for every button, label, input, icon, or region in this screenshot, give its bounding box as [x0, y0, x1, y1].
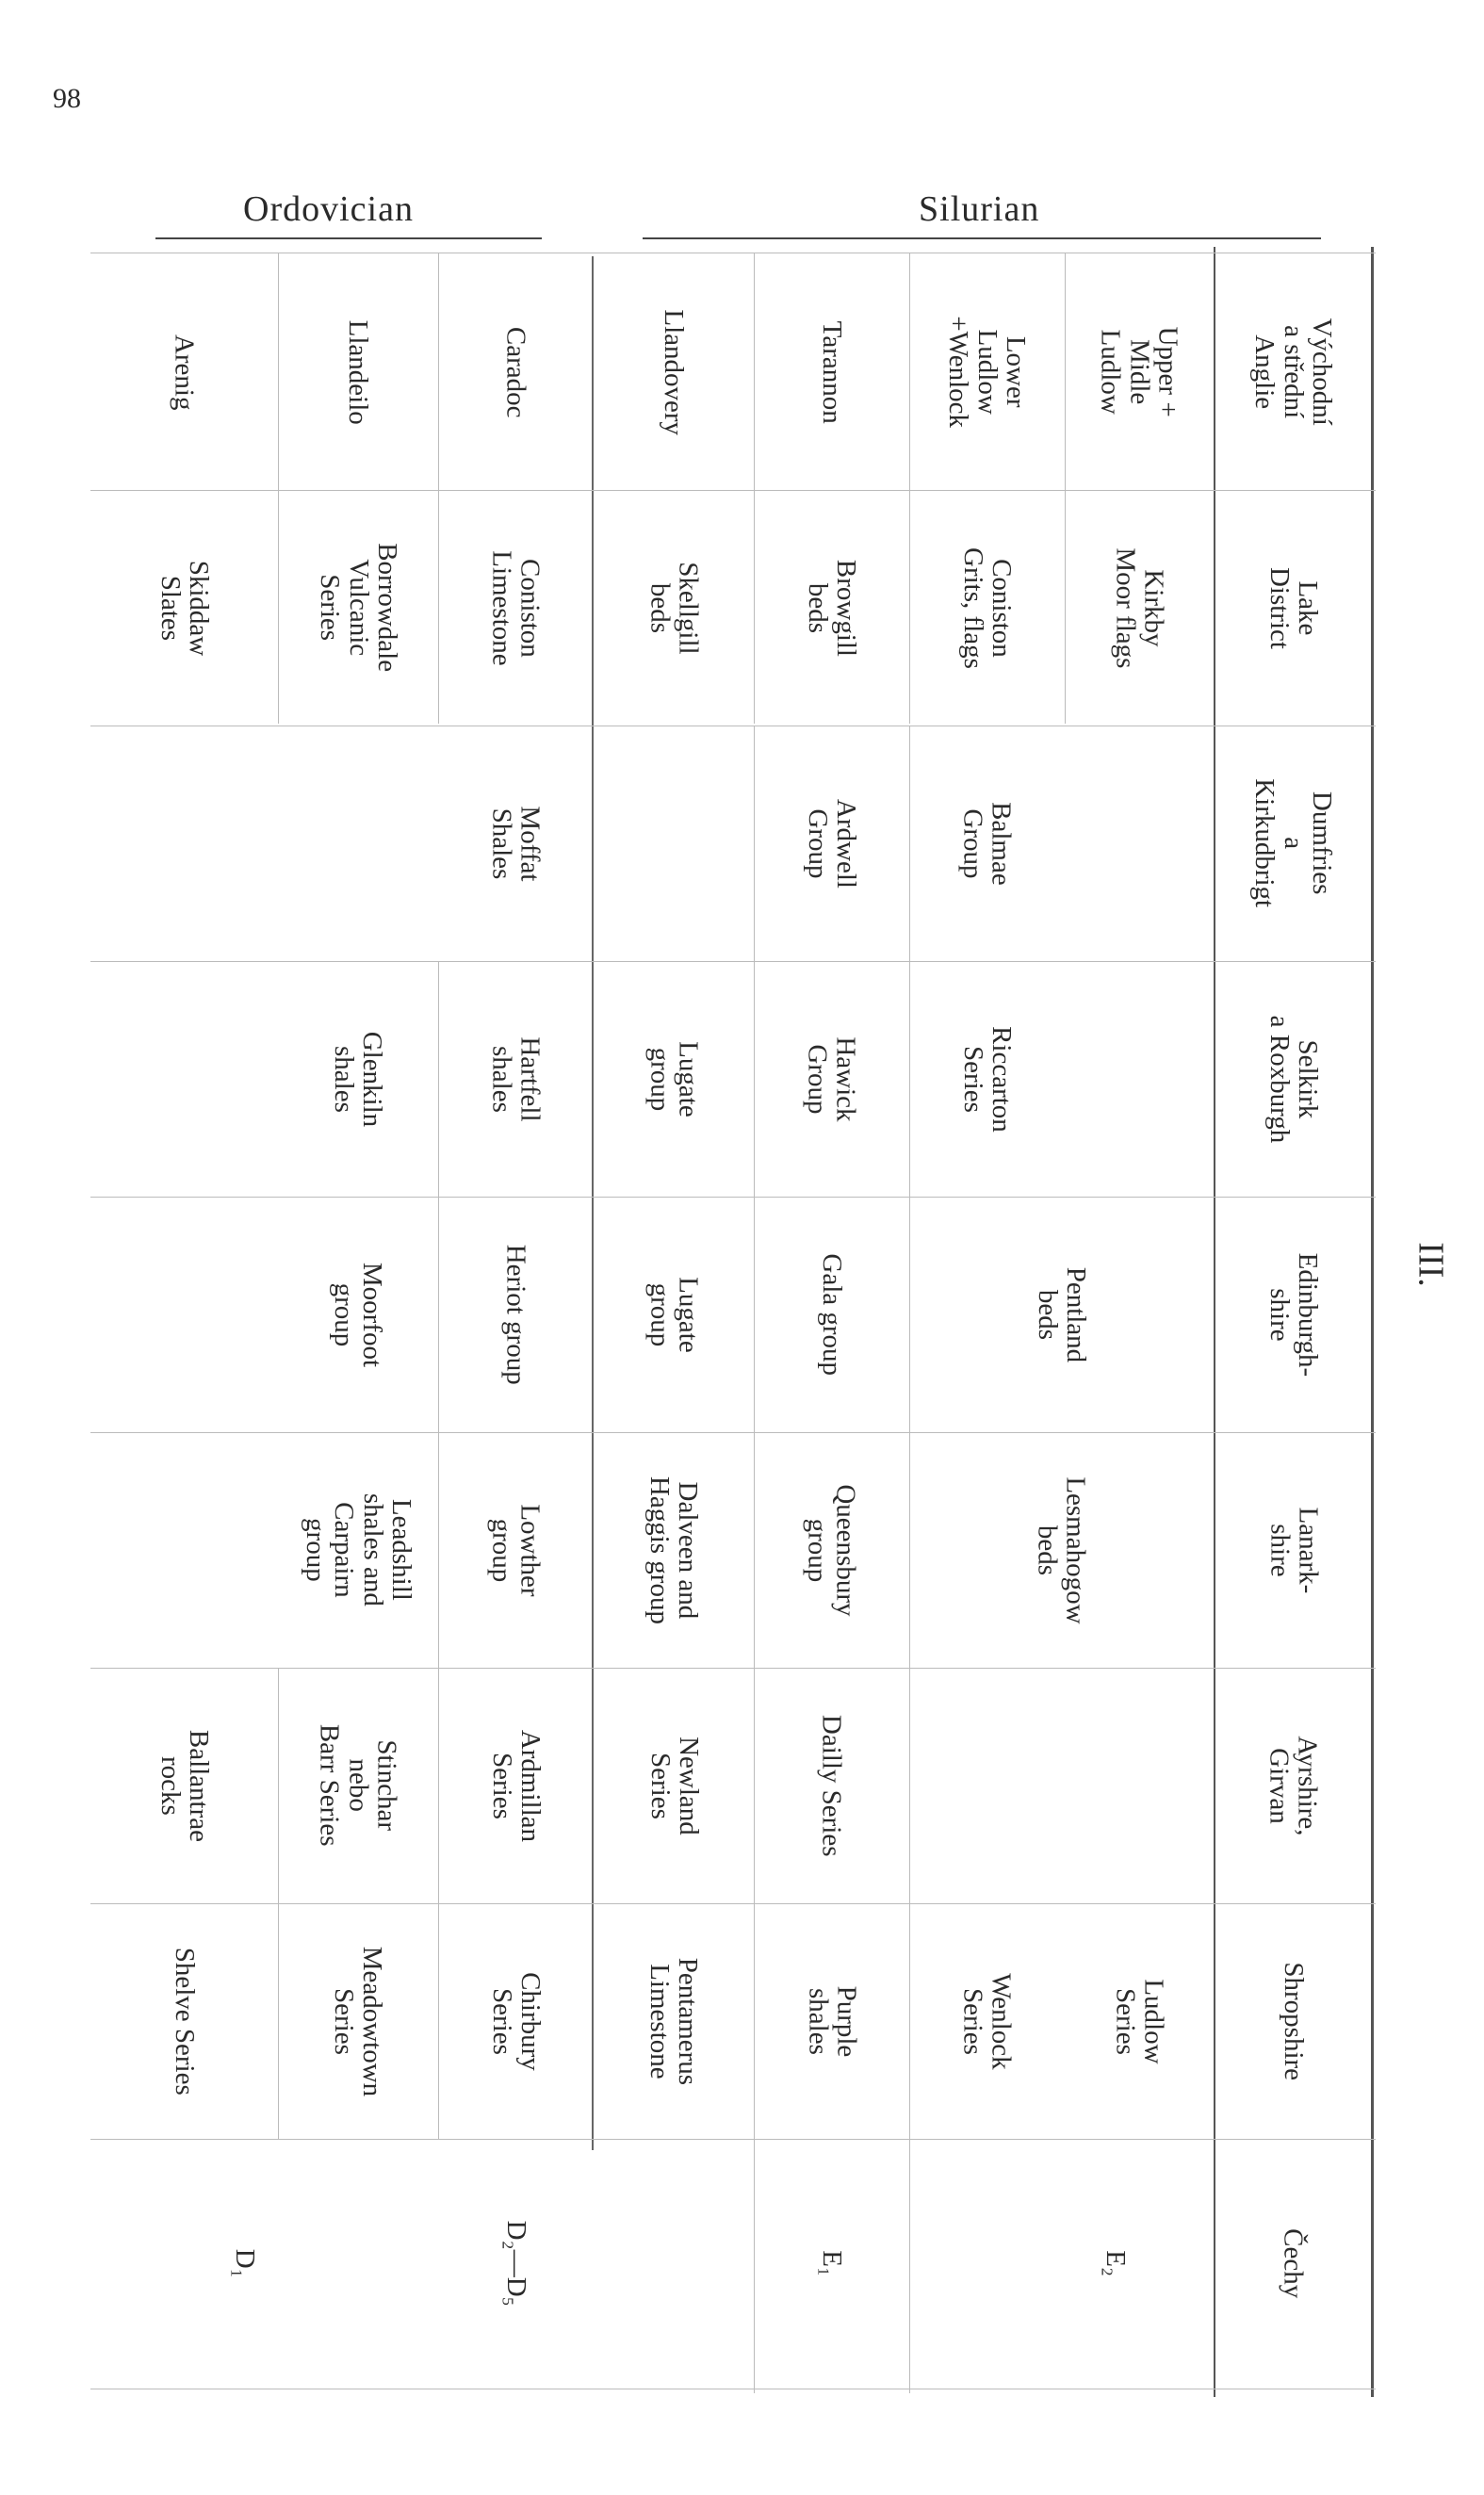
- table-cell: Gala group: [816, 1253, 847, 1376]
- column-header: Čechy: [1278, 2228, 1309, 2299]
- table-cell: Skiddaw Slates: [155, 560, 214, 656]
- column-header: Edinburgh- shire: [1264, 1252, 1323, 1377]
- table-cell: Coniston Grits, flags: [957, 546, 1017, 669]
- table-cell: D₂—D₅: [500, 2220, 531, 2307]
- table-cell: Hartfell shales: [486, 1036, 546, 1122]
- table-cell: Riccarton Series: [957, 1025, 1017, 1133]
- table-cell: Chirbury Series: [486, 1971, 546, 2071]
- table-cell: E₂: [1101, 2250, 1132, 2277]
- table-cell: Lesmahogow beds: [1032, 1476, 1091, 1624]
- table-cell: Stinchar nebo Barr Series: [314, 1724, 402, 1847]
- table-cell: Lower Ludlow +Wenlock: [943, 316, 1032, 429]
- table-cell: Queensbury group: [802, 1483, 861, 1617]
- table-number: III.: [1411, 1242, 1451, 1287]
- table-cell: Hawick Group: [802, 1036, 861, 1122]
- column-header: Dumfries a Kirkudbrigt: [1249, 778, 1338, 908]
- table-cell: Ardwell Group: [802, 798, 861, 889]
- table-cell: Llandeilo: [343, 319, 374, 425]
- table-cell: Lugate group: [644, 1276, 704, 1353]
- column-header: Lake District: [1264, 566, 1323, 649]
- table-cell: Borrowdale Vulcanic Series: [314, 543, 402, 673]
- table-cell: Glenkiln shales: [329, 1031, 388, 1127]
- table-cell: Purple shales: [802, 1985, 861, 2057]
- table-cell: Caradoc: [500, 326, 531, 418]
- table-cell: Moorfoot group: [328, 1262, 388, 1367]
- table-cell: Balmae Group: [957, 801, 1017, 886]
- table-cell: E₁: [816, 2250, 847, 2277]
- table-cell: Ballantrae rocks: [155, 1729, 214, 1842]
- column-header: Shropshire: [1278, 1962, 1309, 2080]
- table-cell: Newland Series: [644, 1736, 704, 1835]
- table-cell: Skellgill beds: [644, 561, 704, 655]
- table-cell: Pentland beds: [1032, 1266, 1091, 1362]
- page-number: 98: [53, 83, 81, 114]
- column-header: Východní a střední Anglie: [1249, 318, 1338, 427]
- table-cell: Ardmillan Series: [486, 1729, 546, 1842]
- table-cell: Shelve Series: [169, 1947, 200, 2095]
- ordovician-brace: [155, 237, 542, 239]
- table-cell: Kirkby Moor flags: [1109, 546, 1169, 669]
- column-header: Lanark- shire: [1264, 1507, 1323, 1593]
- table-cell: Lugate group: [644, 1040, 704, 1117]
- table-cell: Coniston Limestone: [486, 549, 546, 666]
- table-cell: Llandovery: [659, 309, 690, 435]
- table-cell: Moffat Shales: [486, 805, 546, 882]
- column-header: Selkirk a Roxburgh: [1264, 1015, 1323, 1143]
- table-cell: Meadowtown Series: [328, 1946, 388, 2096]
- table-cell: Wenlock Series: [957, 1972, 1017, 2070]
- table-cell: Upper + Midle Ludlow: [1095, 326, 1183, 418]
- silurian-brace: [643, 237, 1321, 239]
- column-header: Ayrshire, Girvan: [1264, 1735, 1323, 1836]
- table-cell: Dalveen and Haggis group: [644, 1476, 704, 1624]
- table-cell: Pentamerus Limestone: [644, 1957, 704, 2085]
- right-border: [1371, 247, 1374, 2397]
- table-cell: Browgill beds: [802, 559, 861, 657]
- table-cell: D₁: [230, 2248, 261, 2279]
- table-cell: Leadshill shales and Carpairn group: [300, 1493, 416, 1606]
- silurian-header: Silurian: [919, 189, 1040, 229]
- table-cell: Tarannon: [816, 320, 847, 424]
- table-cell: Ludlow Series: [1110, 1978, 1169, 2064]
- table-cell: Arenig: [169, 334, 200, 411]
- ordovician-header: Ordovician: [243, 189, 414, 229]
- table-cell: Dailly Series: [816, 1714, 847, 1857]
- table-cell: Heriot group: [500, 1244, 531, 1385]
- table-cell: Lowther group: [486, 1503, 546, 1597]
